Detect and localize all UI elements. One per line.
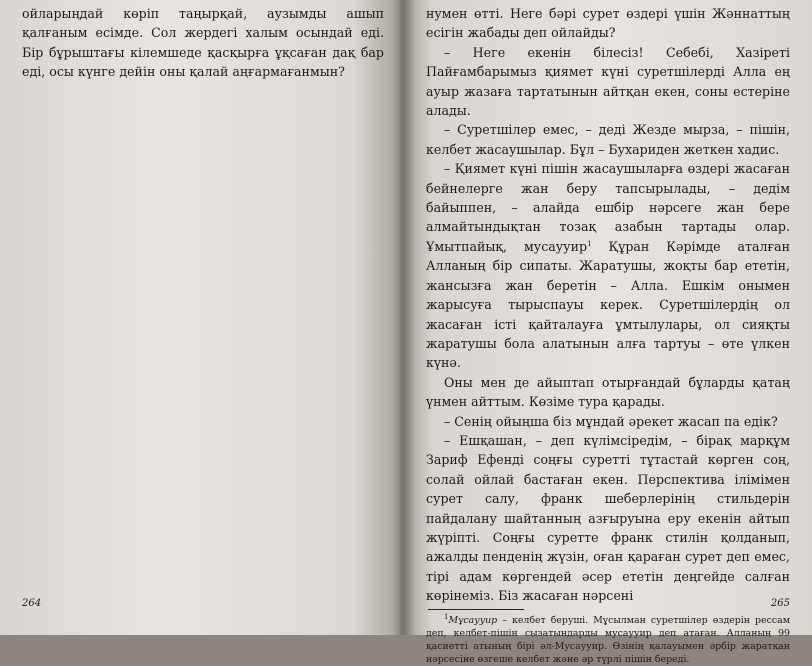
right-paragraph-7: – Ешқашан, – деп күлімсіредім, – бірақ марқұм Зариф Ефенді соңғы суретті тұтастай көрген соң, солай ойлай бастаған екен. Перспектива ілімімен сурет салу, франк шеберлерінің стильдерін пайдалану шайтанның азғыруына еру екенін айтып жүріпті. Соңғы суретте франк стилін қолданып, ажалды пенденің жүзін, оған қараған сурет деп емес, тірі адам көргендей әсер ететін деңгейде салған көрінеміз. Біз жасаған нәрсені (426, 432, 790, 604)
right-paragraph-2: – Неге екенін білесіз! Себебі, Хазіреті Пайғамбарымыз қиямет күні суретшілерді Алла ең ауыр жазаға тартатынын айтқан екен, соны естеріне алады. (426, 44, 790, 119)
left-paragraph-1: ойларыңдай көріп таңырқай, аузымды ашып қалғаным есімде. Сол жердегі халым осындай еді. Бір бұрыштағы кілемшеде қасқырға ұқсаған дақ бар еді, осы күнге дейін оны қалай аңғармағанмын? (22, 6, 384, 80)
footnote-term: Мұсаууир (448, 614, 498, 626)
footnote-text: – келбет беруші. Мұсылман суретшілер өздерін рессам деп, келбет-пішін сызатындарды мусаууир деп атаған. Алланың 99 қасиетті атының бірі әл-Мусаууир. Өзінің қалауымен әрбір жаратқан нәрсесіне өзгеше келбет және әр түрлі пішін береді. (426, 614, 790, 665)
left-page-text (22, 4, 384, 82)
footnote-reference: 1 (587, 239, 592, 248)
right-paragraph-5: Оны мен де айыптап отырғандай бұларды қатаң үнмен айттым. Көзіме тура қарады. (426, 374, 790, 410)
footnote-mark: 1 (444, 612, 449, 621)
right-paragraph-4 (426, 159, 790, 372)
right-page-text (426, 4, 790, 606)
right-page (400, 0, 812, 665)
left-page (0, 0, 400, 635)
right-paragraph-1: нумен өтті. Неге бәрі сурет өздері үшін Жәннаттың есігін жабады деп ойлайды? (426, 6, 790, 41)
right-page-number: 265 (770, 598, 790, 609)
footnote-divider (428, 609, 524, 610)
right-paragraph-3: – Суретшілер емес, – деді Жезде мырза, – пішін, келбет жасаушылар. Бұл – Бухариден жеткен хадис. (426, 122, 790, 157)
right-paragraph-4-cont: Құран Кәрімде аталған Алланың бір сипаты. Жаратушы, жоқты бар ететін, жансызға жан беретін – Алла. Ешкім онымен жарысуға тырыспауы керек. Суретшілердің ол жасаған істі қайталауға ұмтылулары, ол сияқты жаратушы бола алатынын алға тартуы – өте үлкен күнә. (426, 238, 790, 371)
right-paragraph-4-text: – Қиямет күні пішін жасаушыларға өздері жасаған бейнелерге жан беру тапсырылады, – дедім байыппен, – алайда ешбір нәрсеге жан бере алмайтындықтан тозақ азабын тартады олар. Ұмытпайық, мусаууир (426, 161, 790, 254)
left-page-number: 264 (22, 598, 42, 609)
right-paragraph-6: – Сенің ойыңша біз мұндай әрекет жасап па едік? (444, 413, 778, 429)
footnote (426, 614, 790, 666)
